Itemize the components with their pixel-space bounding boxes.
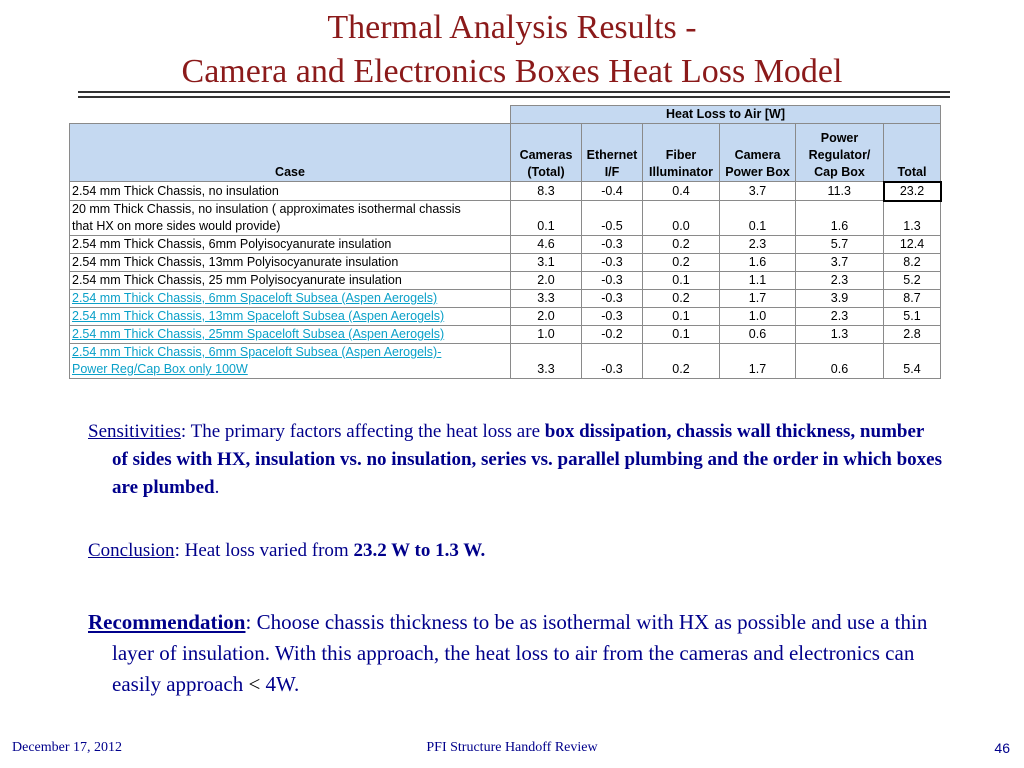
value-cell: 4.6 xyxy=(511,236,582,254)
table-header-row xyxy=(70,124,941,182)
case-cell: 2.54 mm Thick Chassis, 13mm Polyisocyanurate insulation xyxy=(70,254,511,272)
value-cell: 2.0 xyxy=(511,272,582,290)
case-link[interactable]: 2.54 mm Thick Chassis, 13mm Spaceloft Subsea (Aspen Aerogels) xyxy=(70,308,511,326)
recommendation-paragraph: Recommendation: Choose chassis thickness to be as isothermal with HX as possible and use a thin layer of insulation. With this approach, the heat loss to air from the cameras and electronics can easily approach < 4W. xyxy=(88,610,928,696)
value-cell: 1.7 xyxy=(720,344,796,379)
title-divider-bottom xyxy=(78,96,950,98)
value-cell: 0.6 xyxy=(796,344,884,379)
total-cell: 12.4 xyxy=(884,236,941,254)
slide-title-line-1: Thermal Analysis Results - xyxy=(327,9,697,46)
value-cell: -0.3 xyxy=(582,308,643,326)
column-header-ethernet: Ethernet I/F xyxy=(582,124,643,182)
total-cell: 1.3 xyxy=(884,201,941,236)
table-row xyxy=(70,344,941,379)
footer-title: PFI Structure Handoff Review xyxy=(426,740,598,755)
value-cell: 11.3 xyxy=(796,182,884,201)
value-cell: 0.0 xyxy=(643,201,720,236)
value-cell: 0.2 xyxy=(643,344,720,379)
value-cell: 1.1 xyxy=(720,272,796,290)
total-cell: 8.7 xyxy=(884,290,941,308)
total-cell: 5.2 xyxy=(884,272,941,290)
value-cell: 0.1 xyxy=(643,308,720,326)
case-link[interactable]: 2.54 mm Thick Chassis, 25mm Spaceloft Subsea (Aspen Aerogels) xyxy=(70,326,511,344)
total-cell: 8.2 xyxy=(884,254,941,272)
value-cell: 1.0 xyxy=(511,326,582,344)
value-cell: 0.1 xyxy=(643,272,720,290)
table-row xyxy=(70,201,941,236)
column-header-power-regulator: Power Regulator/ Cap Box xyxy=(796,124,884,182)
value-cell: 0.2 xyxy=(643,290,720,308)
less-than-symbol: < xyxy=(248,672,261,696)
conclusion-range: 23.2 W to 1.3 W. xyxy=(353,540,486,561)
value-cell: -0.3 xyxy=(582,344,643,379)
table-row xyxy=(70,326,941,344)
value-cell: 0.4 xyxy=(643,182,720,201)
table-row xyxy=(70,308,941,326)
value-cell: 5.7 xyxy=(796,236,884,254)
value-cell: 3.3 xyxy=(511,344,582,379)
heat-loss-group-header: Heat Loss to Air [W] xyxy=(511,106,941,124)
column-header-cameras: Cameras (Total) xyxy=(511,124,582,182)
column-header-fiber-illuminator: Fiber Illuminator xyxy=(643,124,720,182)
total-cell: 5.1 xyxy=(884,308,941,326)
value-cell: 3.1 xyxy=(511,254,582,272)
table-row xyxy=(70,182,941,201)
recommendation-label: Recommendation xyxy=(88,610,246,634)
column-header-camera-power-box: Camera Power Box xyxy=(720,124,796,182)
value-cell: -0.4 xyxy=(582,182,643,201)
sensitivities-paragraph: Sensitivities: The primary factors affecting the heat loss are box dissipation, chassis wall thickness, number of sides with HX, insulation vs. no insulation, series vs. parallel plumbing and the order in which boxes are plumbed. xyxy=(88,421,942,498)
value-cell: -0.2 xyxy=(582,326,643,344)
slide-title-line-2: Camera and Electronics Boxes Heat Loss Model xyxy=(181,53,843,90)
value-cell: 1.6 xyxy=(796,201,884,236)
case-cell: 2.54 mm Thick Chassis, no insulation xyxy=(70,182,511,201)
value-cell: -0.3 xyxy=(582,290,643,308)
case-cell: 20 mm Thick Chassis, no insulation ( approximates isothermal chassis that HX on more sides would provide) xyxy=(70,201,511,236)
value-cell: 0.2 xyxy=(643,236,720,254)
column-header-total: Total xyxy=(884,124,941,182)
value-cell: -0.3 xyxy=(582,272,643,290)
case-cell: 2.54 mm Thick Chassis, 6mm Polyisocyanurate insulation xyxy=(70,236,511,254)
value-cell: 0.1 xyxy=(511,201,582,236)
case-link[interactable]: 2.54 mm Thick Chassis, 6mm Spaceloft Subsea (Aspen Aerogels) xyxy=(70,290,511,308)
value-cell: 0.6 xyxy=(720,326,796,344)
value-cell: -0.3 xyxy=(582,254,643,272)
table-row xyxy=(70,236,941,254)
value-cell: 1.6 xyxy=(720,254,796,272)
value-cell: 3.7 xyxy=(720,182,796,201)
sensitivities-key-factors: box dissipation, chassis wall thickness, number of sides with HX, insulation vs. no insulation, series vs. parallel plumbing and the order in which boxes are plumbed xyxy=(112,421,942,498)
value-cell: 2.0 xyxy=(511,308,582,326)
value-cell: 3.3 xyxy=(511,290,582,308)
footer-date: December 17, 2012 xyxy=(12,740,123,755)
title-divider-top xyxy=(78,91,950,93)
value-cell: 2.3 xyxy=(796,308,884,326)
value-cell: 3.9 xyxy=(796,290,884,308)
table-row xyxy=(70,254,941,272)
conclusion-label: Conclusion xyxy=(88,540,175,561)
total-cell-highlighted: 23.2 xyxy=(884,182,941,201)
heat-loss-table xyxy=(69,105,942,379)
value-cell: 0.1 xyxy=(720,201,796,236)
value-cell: 1.7 xyxy=(720,290,796,308)
value-cell: 2.3 xyxy=(720,236,796,254)
conclusion-paragraph: Conclusion: Heat loss varied from 23.2 W to 1.3 W. xyxy=(88,540,486,561)
value-cell: -0.5 xyxy=(582,201,643,236)
value-cell: 1.3 xyxy=(796,326,884,344)
page-number: 46 xyxy=(994,740,1010,756)
value-cell: 0.2 xyxy=(643,254,720,272)
table-row xyxy=(70,290,941,308)
table-row xyxy=(70,272,941,290)
value-cell: 8.3 xyxy=(511,182,582,201)
table-group-header-row xyxy=(70,106,941,124)
value-cell: 3.7 xyxy=(796,254,884,272)
case-link[interactable]: 2.54 mm Thick Chassis, 6mm Spaceloft Subsea (Aspen Aerogels)- Power Reg/Cap Box only 100W xyxy=(70,344,511,379)
value-cell: -0.3 xyxy=(582,236,643,254)
case-cell: 2.54 mm Thick Chassis, 25 mm Polyisocyanurate insulation xyxy=(70,272,511,290)
value-cell: 0.1 xyxy=(643,326,720,344)
total-cell: 2.8 xyxy=(884,326,941,344)
column-header-case: Case xyxy=(70,124,511,182)
total-cell: 5.4 xyxy=(884,344,941,379)
sensitivities-label: Sensitivities xyxy=(88,421,181,442)
value-cell: 2.3 xyxy=(796,272,884,290)
value-cell: 1.0 xyxy=(720,308,796,326)
